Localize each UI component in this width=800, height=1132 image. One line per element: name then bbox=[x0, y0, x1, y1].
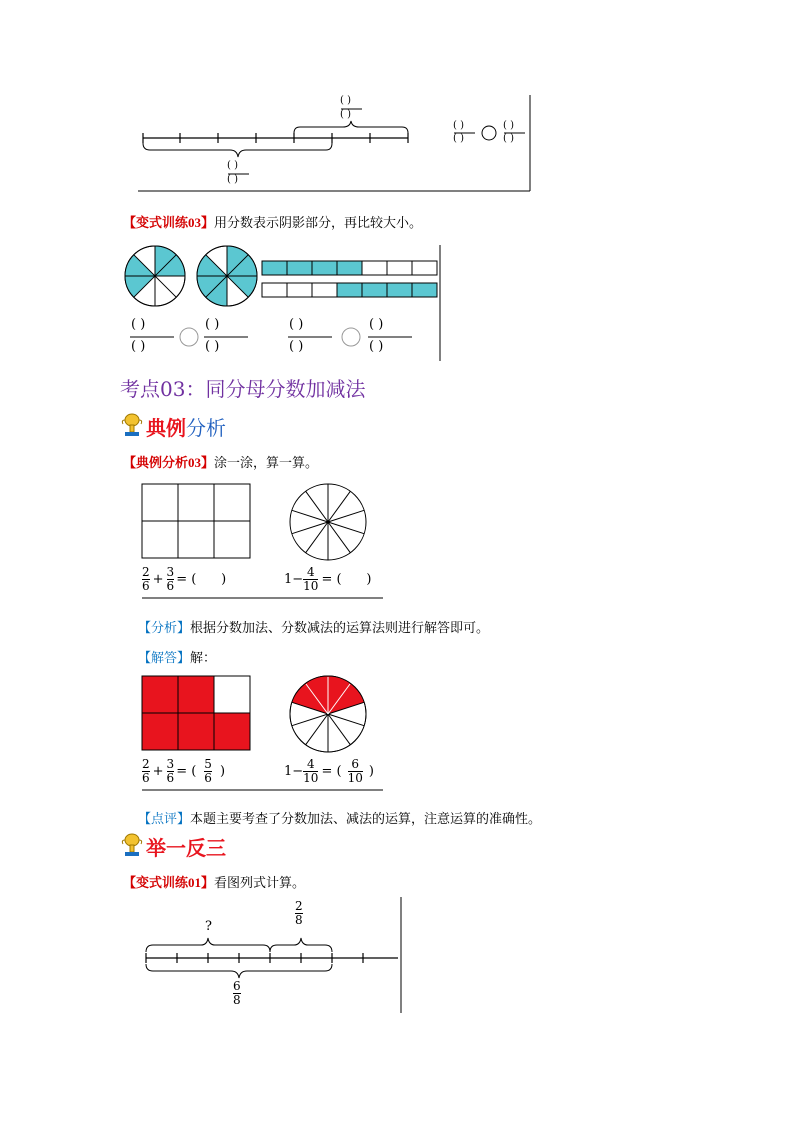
eq1-d2: 6 bbox=[166, 578, 175, 593]
ex-b-top-frac bbox=[295, 900, 303, 926]
answer-eq1: $\frac{2}{6}$ + $\frac{3}{6}$ = ( $\frac{5}{6}$ ) bbox=[142, 757, 226, 785]
ans2-close: ) bbox=[368, 763, 374, 779]
ans1-rd: 6 bbox=[204, 770, 212, 785]
ans1-d2: 6 bbox=[166, 770, 175, 785]
ans2-rn: 6 bbox=[351, 757, 360, 771]
cmp-left-den: ( ) bbox=[453, 133, 464, 144]
example-eq1: $\frac{2}{6}$ + $\frac{3}{6}$ = ( ) bbox=[142, 565, 227, 593]
ex-b-top-n: 2 bbox=[295, 899, 303, 913]
trophy-icon bbox=[120, 833, 144, 859]
ans2-result-frac bbox=[348, 758, 363, 784]
exercise-b-figure bbox=[140, 895, 405, 1015]
bottom-frac-num: ( ) bbox=[227, 160, 238, 171]
eq2-frac bbox=[303, 566, 318, 592]
circle-one bbox=[125, 246, 185, 306]
eq2-result: = ( ) bbox=[321, 571, 372, 587]
cmp-right-den: ( ) bbox=[503, 133, 514, 144]
example-tag: 【典例分析03】 bbox=[123, 455, 215, 470]
answer-circle bbox=[290, 676, 366, 752]
trophy-icon bbox=[120, 413, 144, 439]
exercise-b-number-line bbox=[140, 895, 405, 1015]
comment-tag: 【点评】 bbox=[138, 812, 191, 827]
answer-eq2 bbox=[284, 758, 374, 784]
frac-a1-den: ( ) bbox=[131, 339, 146, 354]
frac-a3-den: ( ) bbox=[289, 339, 304, 354]
example-text: 涂一涂，算一算。 bbox=[214, 456, 319, 471]
frac-a4-num: ( ) bbox=[369, 317, 384, 332]
ans1-result-frac bbox=[204, 758, 212, 784]
analysis-text: 根据分数加法、分数减法的运算法则进行解答即可。 bbox=[190, 621, 490, 636]
frac-a2-num: ( ) bbox=[205, 317, 220, 332]
eq1-result: = ( ) bbox=[176, 571, 227, 587]
badge-practice bbox=[120, 832, 226, 860]
answer-rect-grid bbox=[142, 676, 250, 750]
ex-b-bot-d: 8 bbox=[233, 992, 241, 1007]
eq1-d1: 6 bbox=[142, 578, 150, 593]
top-figure bbox=[138, 95, 533, 193]
ans2-eq: = ( bbox=[321, 763, 342, 779]
ans1-frac2 bbox=[167, 758, 175, 784]
frac-a1-num: ( ) bbox=[131, 317, 146, 332]
ans1-n2: 3 bbox=[166, 757, 175, 771]
eq2-prefix: 1− bbox=[284, 571, 304, 587]
exercise-b-tag: 【变式训练01】 bbox=[123, 875, 215, 890]
comment-line bbox=[138, 808, 541, 827]
ans2-prefix: 1− bbox=[284, 763, 304, 779]
ans1-rn: 5 bbox=[204, 757, 212, 771]
answer-text: 解： bbox=[190, 651, 217, 666]
eq2-n: 4 bbox=[306, 565, 315, 579]
eq1-frac2 bbox=[167, 566, 175, 592]
section-title: 考点03：同分母分数加减法 bbox=[120, 377, 366, 401]
top-frac-num: ( ) bbox=[340, 95, 351, 106]
example-rect-grid bbox=[142, 484, 250, 558]
analysis-tag: 【分析】 bbox=[138, 621, 191, 636]
answer-tag: 【解答】 bbox=[138, 651, 191, 666]
example-circle bbox=[290, 484, 366, 560]
ans2-d: 10 bbox=[303, 770, 319, 785]
ans1-n1: 2 bbox=[142, 757, 150, 771]
ans2-rd: 10 bbox=[347, 770, 363, 785]
ans2-frac bbox=[303, 758, 318, 784]
comment-text: 本题主要考查了分数加法、减法的运算，注意运算的准确性。 bbox=[190, 812, 542, 827]
shaded-shapes bbox=[122, 243, 444, 363]
bar-one bbox=[262, 261, 437, 275]
eq1-n1: 2 bbox=[142, 565, 150, 579]
answer-line bbox=[138, 647, 216, 666]
eq2-d: 10 bbox=[303, 578, 319, 593]
cmp-right-num: ( ) bbox=[503, 120, 514, 131]
exercise-b-text: 看图列式计算。 bbox=[214, 876, 306, 891]
bar-two bbox=[262, 283, 437, 297]
example-eq2 bbox=[284, 566, 371, 592]
example-figure bbox=[138, 482, 400, 600]
exercise-a-tag: 【变式训练03】 bbox=[123, 215, 215, 230]
exercise-a-text: 用分数表示阴影部分，再比较大小。 bbox=[214, 216, 423, 231]
ans2-n: 4 bbox=[306, 757, 315, 771]
eq1-frac1 bbox=[142, 566, 150, 592]
question-mark: ? bbox=[205, 919, 212, 934]
ex-b-bottom-frac bbox=[233, 980, 241, 1006]
ans1-close: ) bbox=[219, 763, 226, 779]
example-line bbox=[123, 452, 318, 471]
badge1-text-a: 典例 bbox=[146, 415, 186, 440]
top-frac-den: ( ) bbox=[340, 109, 351, 120]
eq1-n2: 3 bbox=[166, 565, 175, 579]
frac-a3-num: ( ) bbox=[289, 317, 304, 332]
exercise-a-figure bbox=[122, 243, 444, 363]
ex-b-bot-n: 6 bbox=[233, 979, 241, 993]
ans1-d1: 6 bbox=[142, 770, 150, 785]
badge2-text: 举一反三 bbox=[146, 835, 226, 860]
top-number-line bbox=[138, 95, 533, 193]
ans1-frac1 bbox=[142, 758, 150, 784]
badge-example-analysis bbox=[120, 412, 226, 440]
frac-a2-den: ( ) bbox=[205, 339, 220, 354]
circle-two bbox=[197, 246, 257, 306]
cmp-left-num: ( ) bbox=[453, 120, 464, 131]
badge1-text-b: 分析 bbox=[186, 415, 226, 440]
ex-b-top-d: 8 bbox=[295, 912, 303, 927]
bottom-frac-den: ( ) bbox=[227, 174, 238, 185]
analysis-line bbox=[138, 617, 489, 636]
answer-figure bbox=[138, 674, 400, 792]
frac-a4-den: ( ) bbox=[369, 339, 384, 354]
ans1-eq: = ( bbox=[176, 763, 197, 779]
exercise-a-line bbox=[123, 212, 422, 231]
exercise-b-line bbox=[123, 872, 305, 891]
